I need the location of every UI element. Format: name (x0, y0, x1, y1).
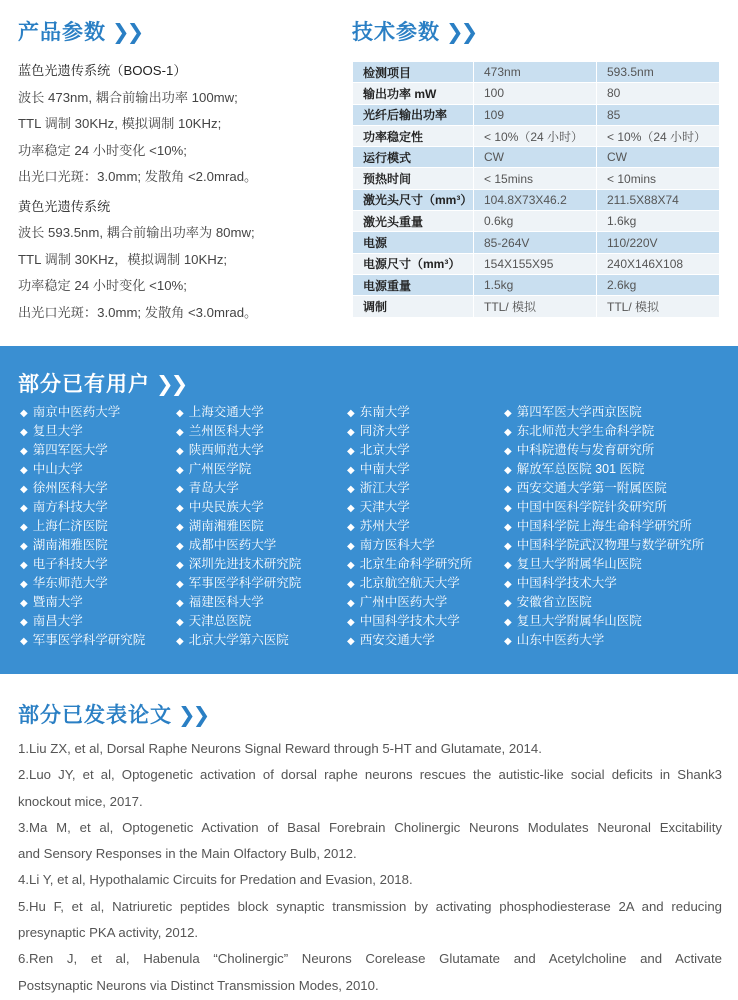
user-list-item (20, 403, 145, 422)
product-params-heading (18, 16, 141, 46)
user-name: 北京航空航天大学 (359, 576, 460, 590)
user-list-item (176, 422, 301, 441)
param-value-473: < 15mins (474, 168, 597, 189)
user-name: 中南大学 (359, 462, 410, 476)
user-name: 暨南大学 (32, 595, 83, 609)
diamond-bullet-icon: ◆ (176, 408, 184, 419)
diamond-bullet-icon: ◆ (347, 541, 355, 552)
user-list-item (20, 574, 145, 593)
diamond-bullet-icon: ◆ (504, 465, 512, 476)
user-list-item (176, 593, 301, 612)
diamond-bullet-icon: ◆ (176, 636, 184, 647)
tech-params-heading (352, 16, 475, 46)
diamond-bullet-icon: ◆ (176, 503, 184, 514)
user-list-item (20, 422, 145, 441)
user-list-item (504, 574, 704, 593)
diamond-bullet-icon: ◆ (176, 465, 184, 476)
users-column-4 (504, 403, 704, 650)
user-name: 深圳先进技术研究院 (188, 557, 302, 571)
user-list-item (347, 498, 472, 517)
param-value-593: 80 (597, 83, 720, 104)
diamond-bullet-icon: ◆ (176, 484, 184, 495)
paper-line: 5.Hu F, et al, Natriuretic peptides block synaptic transmission by activating phosphodiesterase 2A and reducing (18, 898, 722, 914)
diamond-bullet-icon: ◆ (176, 560, 184, 571)
user-list-item (20, 460, 145, 479)
user-list-item (176, 517, 301, 536)
table-row (353, 274, 720, 295)
diamond-bullet-icon: ◆ (176, 446, 184, 457)
product-line: 波长 593.5nm, 耦合前输出功率为 80mw; (18, 225, 255, 240)
diamond-bullet-icon: ◆ (504, 484, 512, 495)
user-name: 中国科学院上海生命科学研究所 (516, 519, 692, 533)
user-list-item (504, 498, 704, 517)
param-value-473: 85-264V (474, 232, 597, 253)
diamond-bullet-icon: ◆ (504, 541, 512, 552)
user-list-item (20, 441, 145, 460)
user-name: 复旦大学 (32, 424, 83, 438)
param-value-593: 110/220V (597, 232, 720, 253)
paper-line: 3.Ma M, et al, Optogenetic Activation of Basal Forebrain Cholinergic Neurons Modulates Neuronal Excitability (18, 819, 722, 835)
user-name: 第四军医大学 (32, 443, 108, 457)
user-name: 广州医学院 (188, 462, 252, 476)
user-list-item (176, 612, 301, 631)
diamond-bullet-icon: ◆ (20, 408, 28, 419)
param-name: 电源尺寸（mm³） (353, 253, 474, 274)
user-list-item (176, 536, 301, 555)
user-name: 中国中医科学院针灸研究所 (516, 500, 667, 514)
table-row (353, 189, 720, 210)
diamond-bullet-icon: ◆ (504, 522, 512, 533)
param-name: 光纤后输出功率 (353, 104, 474, 125)
param-value-473: 104.8X73X46.2 (474, 189, 597, 210)
param-value-593: TTL/ 模拟 (597, 296, 720, 317)
diamond-bullet-icon: ◆ (347, 636, 355, 647)
users-section (0, 346, 738, 674)
user-name: 中山大学 (32, 462, 83, 476)
param-name: 预热时间 (353, 168, 474, 189)
param-name: 电源重量 (353, 274, 474, 295)
user-name: 解放军总医院 301 医院 (516, 462, 645, 476)
user-name: 军事医学科学研究院 (188, 576, 302, 590)
user-list-item (347, 479, 472, 498)
product-line: 出光口光斑：3.0mm; 发散角 <3.0mrad。 (18, 304, 258, 320)
diamond-bullet-icon: ◆ (176, 427, 184, 438)
diamond-bullet-icon: ◆ (504, 503, 512, 514)
product-line: 功率稳定 24 小时变化 <10%; (18, 278, 187, 293)
user-name: 第四军医大学西京医院 (516, 405, 642, 419)
user-list-item (20, 612, 145, 631)
user-name: 广州中医药大学 (359, 595, 448, 609)
param-value-473: 109 (474, 104, 597, 125)
user-name: 西安交通大学第一附属医院 (516, 481, 667, 495)
user-list-item (176, 460, 301, 479)
diamond-bullet-icon: ◆ (20, 427, 28, 438)
diamond-bullet-icon: ◆ (347, 427, 355, 438)
diamond-bullet-icon: ◆ (347, 522, 355, 533)
table-row (353, 147, 720, 168)
table-row (353, 253, 720, 274)
user-name: 复旦大学附属华山医院 (516, 557, 642, 571)
user-list-item (347, 422, 472, 441)
users-column-1 (20, 403, 145, 650)
user-list-item (347, 555, 472, 574)
papers-list (18, 736, 722, 999)
diamond-bullet-icon: ◆ (20, 560, 28, 571)
double-chevron-icon: ❯❯ (156, 373, 186, 396)
param-value-473: TTL/ 模拟 (474, 296, 597, 317)
diamond-bullet-icon: ◆ (20, 446, 28, 457)
user-list-item (504, 536, 704, 555)
param-name: 输出功率 mW (353, 83, 474, 104)
diamond-bullet-icon: ◆ (20, 579, 28, 590)
user-name: 南方医科大学 (359, 538, 435, 552)
user-name: 电子科技大学 (32, 557, 108, 571)
user-name: 华东师范大学 (32, 576, 108, 590)
product-line: 出光口光斑：3.0mm; 发散角 <2.0mrad。 (18, 169, 258, 184)
user-name: 天津总医院 (188, 614, 252, 628)
user-list-item (20, 631, 145, 650)
user-name: 安徽省立医院 (516, 595, 592, 609)
param-value-593: 240X146X108 (597, 253, 720, 274)
double-chevron-icon: ❯❯ (446, 21, 476, 44)
param-value-593: 1.6kg (597, 211, 720, 232)
param-name: 电源 (353, 232, 474, 253)
user-list-item (504, 441, 704, 460)
user-name: 南京中医药大学 (32, 405, 121, 419)
user-name: 中央民族大学 (188, 500, 264, 514)
user-list-item (504, 555, 704, 574)
user-name: 成都中医药大学 (188, 538, 277, 552)
papers-title: 部分已发表论文 (18, 704, 172, 727)
user-name: 南昌大学 (32, 614, 83, 628)
diamond-bullet-icon: ◆ (176, 541, 184, 552)
param-value-593: 2.6kg (597, 274, 720, 295)
product-params-list (18, 58, 338, 326)
paper-line: and Sensory Responses in the Main Olfactory Bulb, 2012. (18, 846, 357, 862)
table-row (353, 168, 720, 189)
diamond-bullet-icon: ◆ (504, 446, 512, 457)
table-row (353, 104, 720, 125)
user-name: 南方科技大学 (32, 500, 108, 514)
param-value-593: < 10mins (597, 168, 720, 189)
paper-line: presynaptic PKA activity, 2012. (18, 925, 199, 941)
diamond-bullet-icon: ◆ (20, 636, 28, 647)
paper-line: 6.Ren J, et al, Habenula “Cholinergic” Neurons Corelease Glutamate and Acetylcholine and Activate (18, 951, 722, 967)
user-list-item (504, 460, 704, 479)
diamond-bullet-icon: ◆ (347, 598, 355, 609)
diamond-bullet-icon: ◆ (176, 598, 184, 609)
product-line: TTL 调制 30KHz, 模拟调制 10KHz; (18, 116, 222, 131)
user-name: 中国科学院武汉物理与数学研究所 (516, 538, 705, 552)
user-name: 上海仁济医院 (32, 519, 108, 533)
param-value-593: 211.5X88X74 (597, 189, 720, 210)
user-list-item (504, 422, 704, 441)
user-name: 中科院遗传与发育研究所 (516, 443, 655, 457)
param-value-473: 1.5kg (474, 274, 597, 295)
diamond-bullet-icon: ◆ (20, 522, 28, 533)
user-name: 北京大学 (359, 443, 410, 457)
user-list-item (347, 536, 472, 555)
diamond-bullet-icon: ◆ (20, 598, 28, 609)
user-name: 东北师范大学生命科学院 (516, 424, 655, 438)
user-list-item (347, 574, 472, 593)
diamond-bullet-icon: ◆ (504, 408, 512, 419)
param-value-473: 0.6kg (474, 211, 597, 232)
user-name: 陕西师范大学 (188, 443, 264, 457)
user-name: 西安交通大学 (359, 633, 435, 647)
product-params-title: 产品参数 (18, 21, 106, 44)
diamond-bullet-icon: ◆ (20, 484, 28, 495)
user-list-item (176, 631, 301, 650)
product-line: TTL 调制 30KHz，模拟调制 10KHz; (18, 251, 228, 267)
user-list-item (504, 517, 704, 536)
table-row (353, 232, 720, 253)
param-name: 运行模式 (353, 147, 474, 168)
papers-heading (18, 699, 207, 729)
diamond-bullet-icon: ◆ (347, 408, 355, 419)
user-list-item (504, 631, 704, 650)
user-list-item (347, 593, 472, 612)
table-row (353, 62, 720, 83)
user-list-item (176, 403, 301, 422)
diamond-bullet-icon: ◆ (176, 617, 184, 628)
param-value-473: 473nm (474, 62, 597, 83)
user-list-item (347, 612, 472, 631)
param-name: 检测项目 (353, 62, 474, 83)
users-column-2 (176, 403, 301, 650)
user-name: 兰州医科大学 (188, 424, 264, 438)
param-name: 调制 (353, 296, 474, 317)
param-name: 激光头重量 (353, 211, 474, 232)
user-name: 山东中医药大学 (516, 633, 605, 647)
paper-line: 2.Luo JY, et al, Optogenetic activation of dorsal raphe neurons rescues the autistic-like social deficits in Shank3 (18, 767, 722, 783)
paper-line: 4.Li Y, et al, Hypothalamic Circuits for Predation and Evasion, 2018. (18, 872, 413, 888)
diamond-bullet-icon: ◆ (504, 636, 512, 647)
user-name: 上海交通大学 (188, 405, 264, 419)
product-line: 功率稳定 24 小时变化 <10%; (18, 142, 187, 158)
users-title: 部分已有用户 (18, 373, 150, 396)
diamond-bullet-icon: ◆ (347, 446, 355, 457)
diamond-bullet-icon: ◆ (347, 560, 355, 571)
diamond-bullet-icon: ◆ (504, 427, 512, 438)
user-name: 复旦大学附属华山医院 (516, 614, 642, 628)
user-list-item (176, 479, 301, 498)
product-line: 黄色光遗传系统 (18, 198, 111, 214)
user-name: 中国科学技术大学 (516, 576, 617, 590)
user-name: 同济大学 (359, 424, 410, 438)
user-list-item (504, 593, 704, 612)
user-list-item (347, 631, 472, 650)
table-row (353, 83, 720, 104)
product-line: 蓝色光遗传系统（BOOS-1） (18, 63, 187, 78)
user-name: 浙江大学 (359, 481, 410, 495)
param-value-473: CW (474, 147, 597, 168)
diamond-bullet-icon: ◆ (20, 617, 28, 628)
diamond-bullet-icon: ◆ (20, 465, 28, 476)
diamond-bullet-icon: ◆ (347, 484, 355, 495)
user-name: 湖南湘雅医院 (188, 519, 264, 533)
user-list-item (347, 460, 472, 479)
param-name: 激光头尺寸（mm³） (353, 189, 474, 210)
param-value-473: < 10%（24 小时） (474, 125, 597, 146)
user-name: 湖南湘雅医院 (32, 538, 108, 552)
user-name: 军事医学科学研究院 (32, 633, 146, 647)
param-value-593: < 10%（24 小时） (597, 125, 720, 146)
user-list-item (176, 555, 301, 574)
user-list-item (504, 612, 704, 631)
user-name: 北京生命科学研究所 (359, 557, 473, 571)
paper-line: Postsynaptic Neurons via Distinct Transmission Modes, 2010. (18, 977, 379, 993)
param-name: 功率稳定性 (353, 125, 474, 146)
table-row (353, 125, 720, 146)
user-name: 苏州大学 (359, 519, 410, 533)
param-value-593: CW (597, 147, 720, 168)
product-line: 波长 473nm, 耦合前输出功率 100mw; (18, 89, 238, 105)
table-row (353, 211, 720, 232)
double-chevron-icon: ❯❯ (178, 704, 208, 727)
user-list-item (176, 498, 301, 517)
user-list-item (347, 441, 472, 460)
user-list-item (176, 441, 301, 460)
user-list-item (20, 536, 145, 555)
diamond-bullet-icon: ◆ (347, 465, 355, 476)
user-name: 东南大学 (359, 405, 410, 419)
param-value-473: 154X155X95 (474, 253, 597, 274)
diamond-bullet-icon: ◆ (504, 579, 512, 590)
users-heading (18, 368, 185, 398)
user-name: 天津大学 (359, 500, 410, 514)
user-name: 北京大学第六医院 (188, 633, 289, 647)
diamond-bullet-icon: ◆ (347, 617, 355, 628)
paper-line: 1.Liu ZX, et al, Dorsal Raphe Neurons Signal Reward through 5-HT and Glutamate, 2014. (18, 741, 542, 756)
tech-params-table (352, 61, 720, 318)
user-list-item (504, 479, 704, 498)
diamond-bullet-icon: ◆ (176, 522, 184, 533)
diamond-bullet-icon: ◆ (20, 541, 28, 552)
diamond-bullet-icon: ◆ (504, 560, 512, 571)
user-list-item (20, 517, 145, 536)
users-column-3 (347, 403, 472, 650)
paper-line: knockout mice, 2017. (18, 793, 143, 809)
user-name: 中国科学技术大学 (359, 614, 460, 628)
user-name: 徐州医科大学 (32, 481, 108, 495)
user-list-item (20, 479, 145, 498)
diamond-bullet-icon: ◆ (504, 598, 512, 609)
table-row (353, 296, 720, 317)
diamond-bullet-icon: ◆ (504, 617, 512, 628)
diamond-bullet-icon: ◆ (176, 579, 184, 590)
user-list-item (504, 403, 704, 422)
user-list-item (347, 403, 472, 422)
user-list-item (347, 517, 472, 536)
param-value-473: 100 (474, 83, 597, 104)
user-list-item (20, 555, 145, 574)
user-list-item (176, 574, 301, 593)
diamond-bullet-icon: ◆ (20, 503, 28, 514)
tech-params-title: 技术参数 (352, 21, 440, 44)
user-list-item (20, 498, 145, 517)
diamond-bullet-icon: ◆ (347, 503, 355, 514)
param-value-593: 85 (597, 104, 720, 125)
user-list-item (20, 593, 145, 612)
diamond-bullet-icon: ◆ (347, 579, 355, 590)
user-name: 青岛大学 (188, 481, 239, 495)
user-name: 福建医科大学 (188, 595, 264, 609)
param-value-593: 593.5nm (597, 62, 720, 83)
double-chevron-icon: ❯❯ (112, 21, 142, 44)
